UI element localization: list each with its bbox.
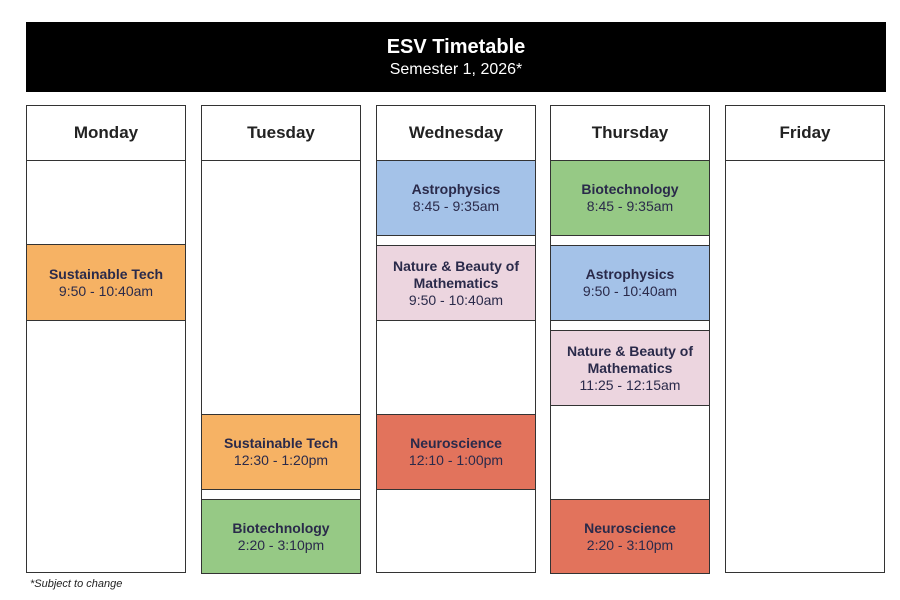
class-name: Sustainable Tech bbox=[223, 435, 339, 451]
page-subtitle: Semester 1, 2026* bbox=[389, 61, 523, 78]
class-name: Neuroscience bbox=[410, 435, 502, 451]
class-time: 9:50 - 10:40am bbox=[408, 291, 504, 308]
day-column-monday bbox=[26, 105, 186, 573]
class-time: 12:30 - 1:20pm bbox=[233, 452, 329, 468]
day-column-wednesday bbox=[376, 105, 536, 573]
class-name: Nature & Beauty of Mathematics bbox=[566, 342, 694, 376]
day-header-tuesday: Tuesday bbox=[202, 106, 360, 161]
day-header-monday: Monday bbox=[27, 106, 185, 161]
class-name: Astrophysics bbox=[411, 181, 501, 197]
class-block[interactable] bbox=[201, 414, 361, 490]
class-name: Biotechnology bbox=[232, 519, 330, 536]
page-title: ESV Timetable bbox=[386, 36, 526, 58]
timetable-banner bbox=[26, 22, 886, 92]
class-name: Sustainable Tech bbox=[48, 265, 164, 282]
class-time: 11:25 - 12:15am bbox=[579, 376, 681, 393]
class-block[interactable] bbox=[201, 499, 361, 574]
class-time: 2:20 - 3:10pm bbox=[237, 536, 325, 553]
day-header-friday: Friday bbox=[726, 106, 884, 161]
class-block[interactable] bbox=[550, 245, 710, 321]
class-block[interactable] bbox=[376, 245, 536, 321]
class-time: 2:20 - 3:10pm bbox=[586, 536, 674, 553]
class-block[interactable] bbox=[26, 244, 186, 321]
class-name: Neuroscience bbox=[584, 519, 676, 536]
day-header-wednesday: Wednesday bbox=[377, 106, 535, 161]
class-name: Biotechnology bbox=[581, 181, 679, 197]
class-time: 9:50 - 10:40am bbox=[58, 282, 154, 299]
class-time: 8:45 - 9:35am bbox=[412, 198, 500, 214]
class-time: 12:10 - 1:00pm bbox=[408, 452, 504, 468]
class-name: Astrophysics bbox=[585, 266, 675, 282]
class-block[interactable] bbox=[550, 160, 710, 236]
class-block[interactable] bbox=[550, 330, 710, 406]
class-time: 8:45 - 9:35am bbox=[586, 198, 674, 214]
day-column-tuesday bbox=[201, 105, 361, 573]
footnote: *Subject to change bbox=[30, 578, 123, 590]
class-time: 9:50 - 10:40am bbox=[582, 283, 678, 299]
class-name: Nature & Beauty of Mathematics bbox=[392, 257, 520, 291]
class-block[interactable] bbox=[376, 414, 536, 490]
day-column-thursday bbox=[550, 105, 710, 573]
class-block[interactable] bbox=[550, 499, 710, 574]
day-column-friday bbox=[725, 105, 885, 573]
day-header-thursday: Thursday bbox=[551, 106, 709, 161]
class-block[interactable] bbox=[376, 160, 536, 236]
